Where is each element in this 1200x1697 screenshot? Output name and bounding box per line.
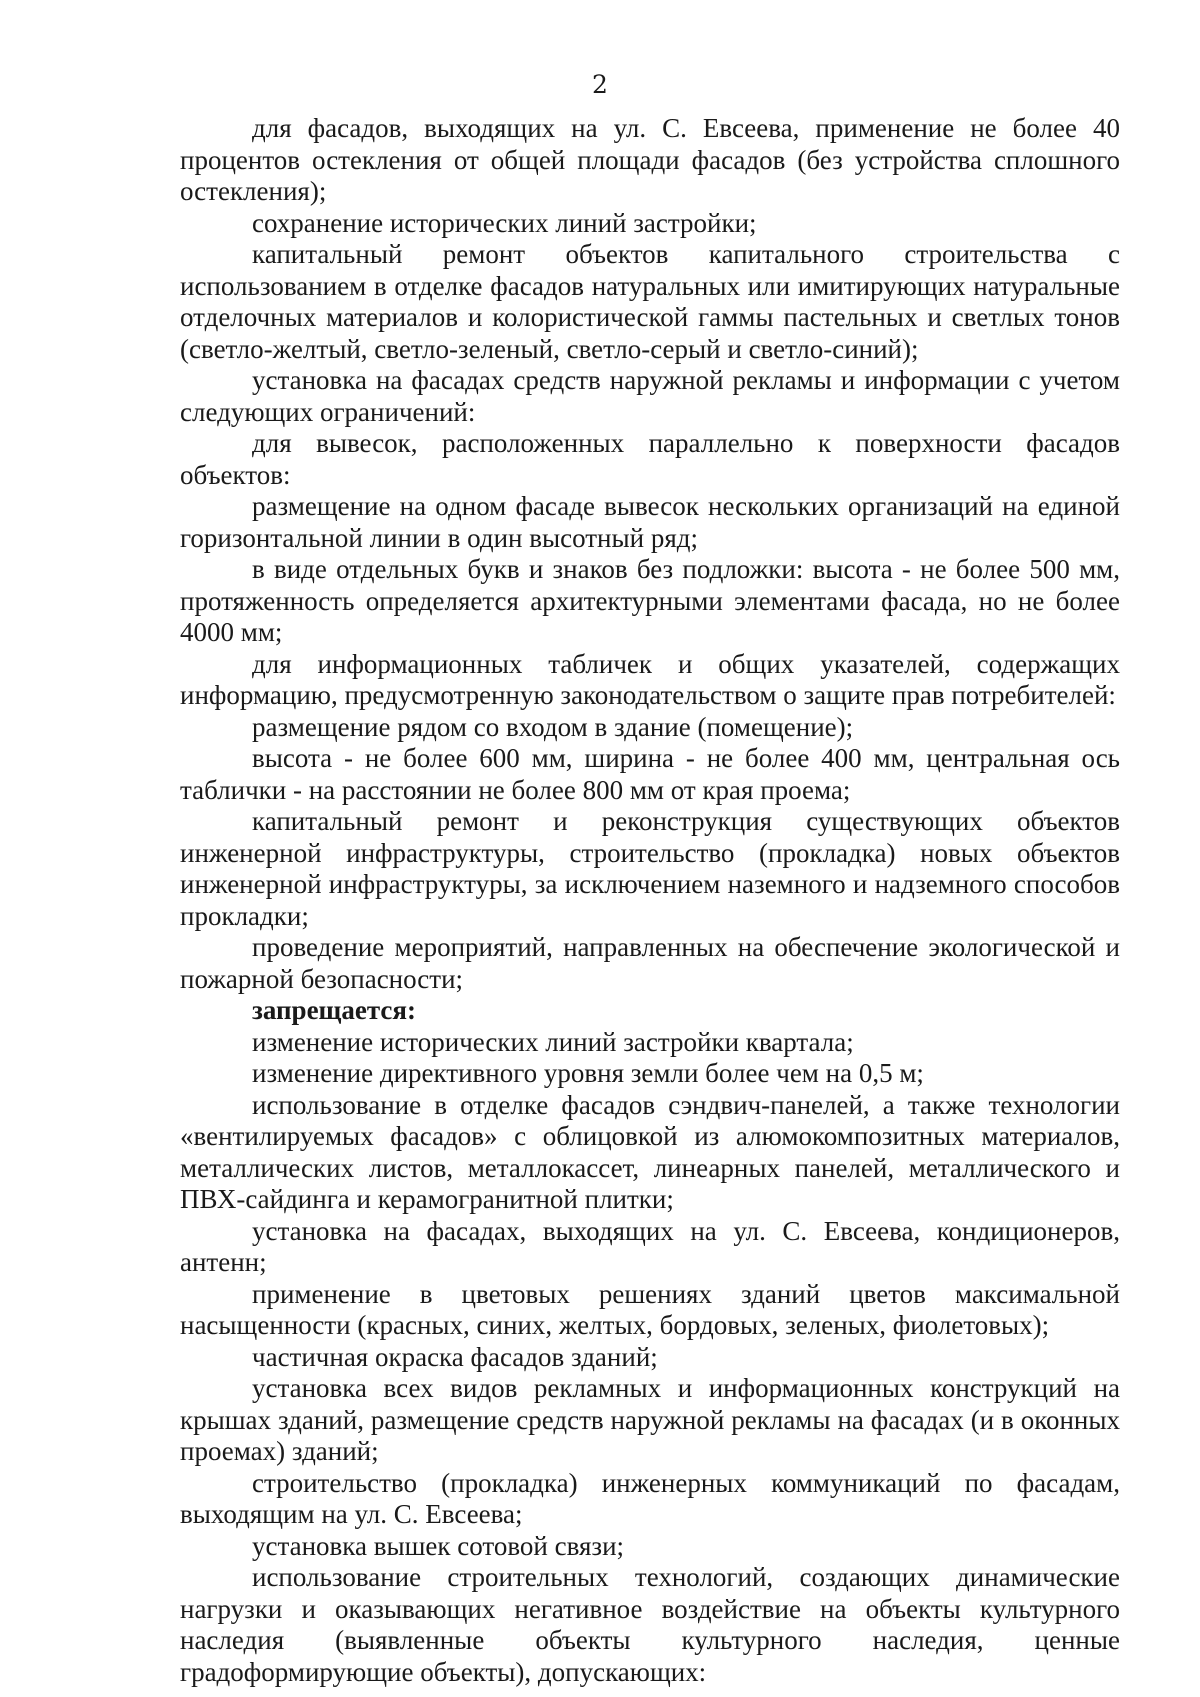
paragraph: изменение исторических линий застройки квартала; bbox=[252, 1026, 854, 1057]
section-heading-prohibited: запрещается: bbox=[252, 995, 417, 1025]
paragraph: для информационных табличек и общих указателей, содержащих информацию, предусмотренную законодательством о защите прав потребителей: bbox=[180, 648, 1120, 710]
paragraph: для фасадов, выходящих на ул. С. Евсеева, применение не более 40 процентов остекления от общей площади фасадов (без устройства сплошного остекления); bbox=[180, 113, 1120, 206]
paragraph: сохранение исторических линий застройки; bbox=[252, 207, 757, 238]
paragraph: установка вышек сотовой связи; bbox=[252, 1530, 625, 1561]
paragraph: размещение рядом со входом в здание (помещение); bbox=[252, 711, 854, 742]
page-number: 2 bbox=[592, 70, 608, 99]
paragraph: высота - не более 600 мм, ширина - не более 400 мм, центральная ось таблички - на расстоянии не более 800 мм от края проема; bbox=[180, 743, 1120, 805]
paragraph: строительство (прокладка) инженерных коммуникаций по фасадам, выходящим на ул. С. Евсеева; bbox=[180, 1467, 1120, 1529]
paragraph: капитальный ремонт и реконструкция существующих объектов инженерной инфраструктуры, строительство (прокладка) новых объектов инженерной инфраструктуры, за исключением наземного и надземного способов прокладки; bbox=[180, 806, 1120, 931]
paragraph: установка на фасадах средств наружной рекламы и информации с учетом следующих ограничений: bbox=[180, 365, 1120, 427]
paragraph: использование строительных технологий, создающих динамические нагрузки и оказывающих негативное воздействие на объекты культурного наследия (выявленные объекты культурного наследия, ценные градоформирующие объекты), допускающих: bbox=[180, 1562, 1120, 1687]
document-body bbox=[180, 113, 1120, 1688]
paragraph: для вывесок, расположенных параллельно к поверхности фасадов объектов: bbox=[180, 428, 1120, 490]
paragraph: капитальный ремонт объектов капитального строительства с использованием в отделке фасадов натуральных или имитирующих натуральные отделочных материалов и колористической гаммы пастельных и светлых тонов (светло-желтый, светло-зеленый, светло-серый и светло-синий); bbox=[180, 239, 1120, 364]
paragraph: размещение на одном фасаде вывесок нескольких организаций на единой горизонтальной линии в один высотный ряд; bbox=[180, 491, 1120, 553]
paragraph: в виде отдельных букв и знаков без подложки: высота - не более 500 мм, протяженность определяется архитектурными элементами фасада, но не более 4000 мм; bbox=[180, 554, 1120, 647]
paragraph: использование в отделке фасадов сэндвич-панелей, а также технологии «вентилируемых фасадов» с облицовкой из алюмокомпозитных материалов, металлических листов, металлокассет, линеарных панелей, металлического и ПВХ-сайдинга и керамогранитной плитки; bbox=[180, 1089, 1120, 1214]
paragraph: проведение мероприятий, направленных на обеспечение экологической и пожарной безопасности; bbox=[180, 932, 1120, 994]
paragraph: установка на фасадах, выходящих на ул. С. Евсеева, кондиционеров, антенн; bbox=[180, 1215, 1120, 1277]
paragraph: частичная окраска фасадов зданий; bbox=[252, 1341, 658, 1372]
paragraph: установка всех видов рекламных и информационных конструкций на крышах зданий, размещение средств наружной рекламы на фасадах (и в оконных проемах) зданий; bbox=[180, 1373, 1120, 1466]
paragraph: применение в цветовых решениях зданий цветов максимальной насыщенности (красных, синих, желтых, бордовых, зеленых, фиолетовых); bbox=[180, 1278, 1120, 1340]
paragraph: изменение директивного уровня земли более чем на 0,5 м; bbox=[252, 1058, 924, 1088]
